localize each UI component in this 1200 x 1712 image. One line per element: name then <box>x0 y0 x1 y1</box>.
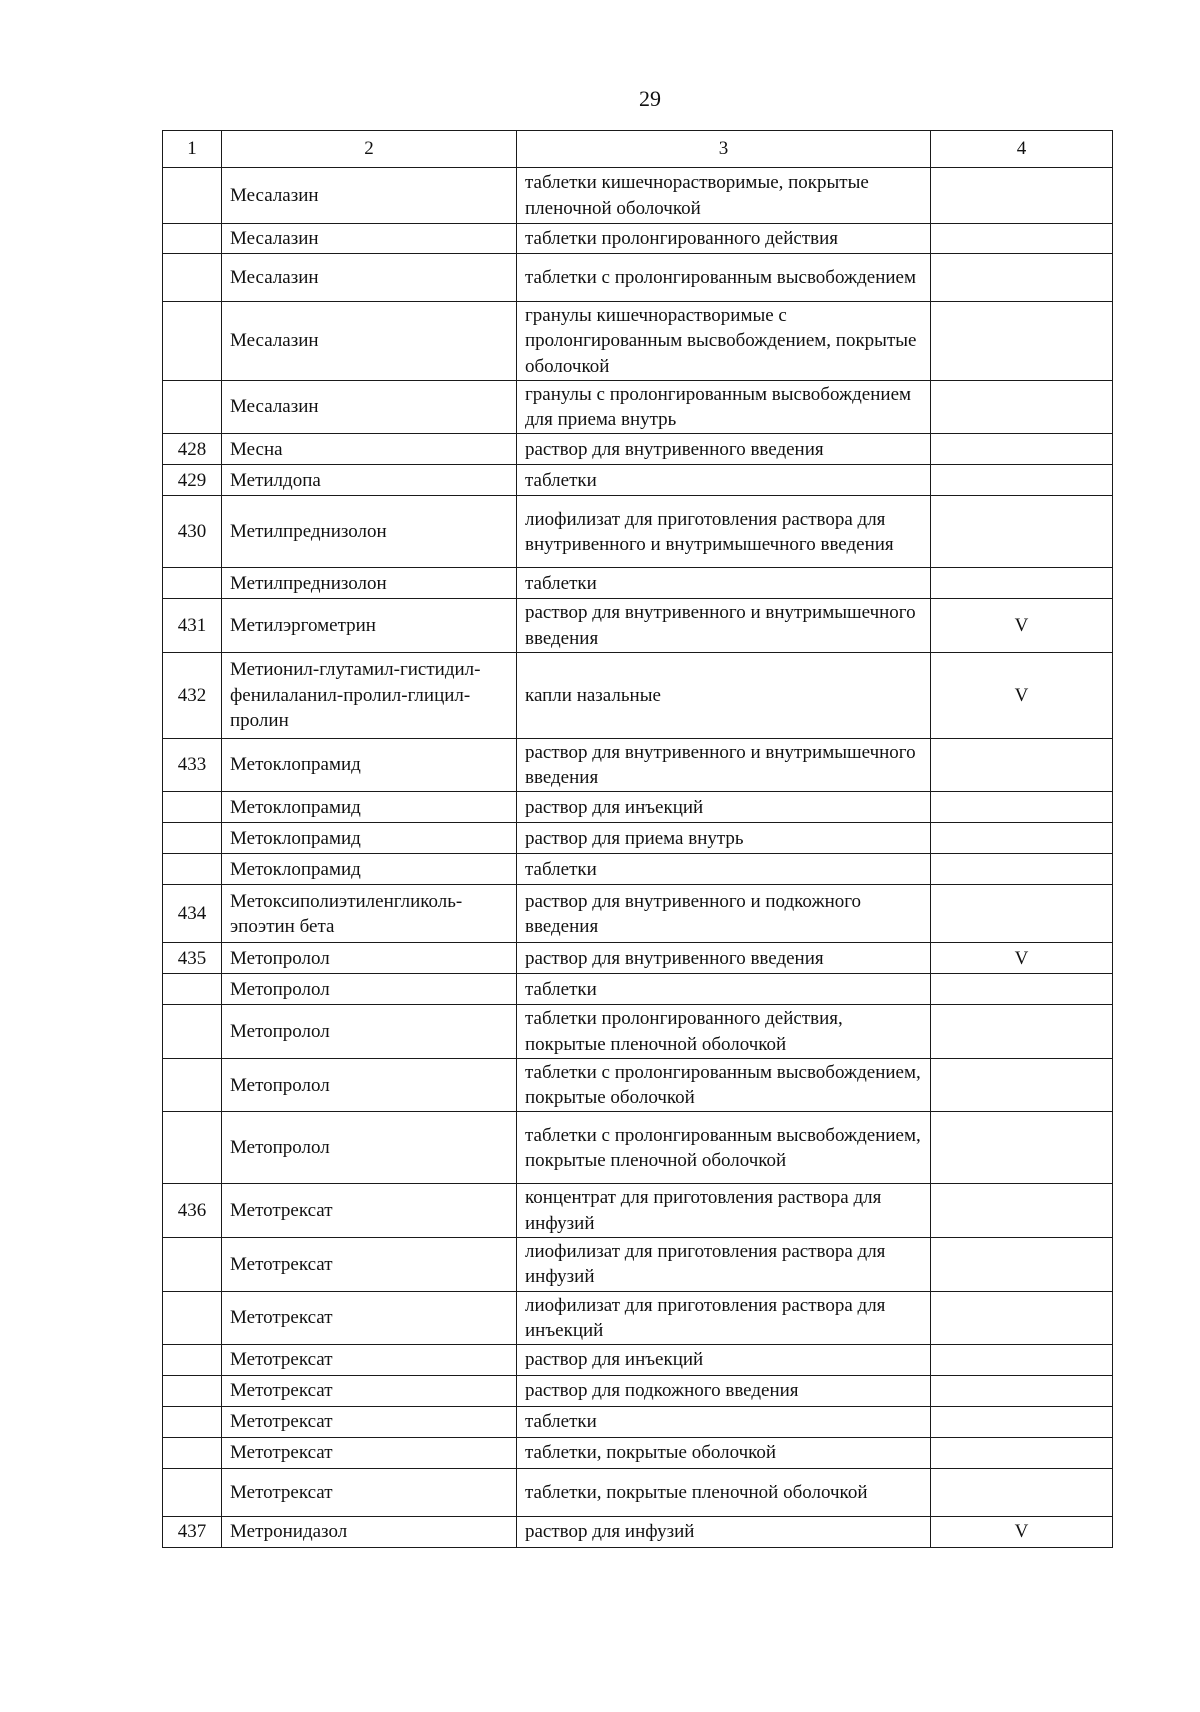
mark-cell <box>931 302 1113 381</box>
dosage-form-cell: раствор для внутривенного введения <box>517 434 931 465</box>
table-row <box>163 1112 1113 1184</box>
row-number-cell <box>163 254 222 302</box>
row-number-cell <box>163 1291 222 1345</box>
dosage-form-cell: раствор для инфузий <box>517 1517 931 1548</box>
drug-name-cell: Метопролол <box>222 943 517 974</box>
row-number-cell: 433 <box>163 738 222 792</box>
table-row <box>163 792 1113 823</box>
table-row <box>163 854 1113 885</box>
table-row <box>163 1376 1113 1407</box>
mark-cell <box>931 496 1113 568</box>
mark-cell <box>931 224 1113 254</box>
row-number-cell <box>163 1376 222 1407</box>
row-number-cell <box>163 1407 222 1438</box>
table-row <box>163 168 1113 224</box>
row-number-cell <box>163 1237 222 1291</box>
column-header-2: 2 <box>222 131 517 168</box>
drug-name-cell: Метотрексат <box>222 1407 517 1438</box>
mark-cell: V <box>931 943 1113 974</box>
row-number-cell <box>163 1058 222 1112</box>
mark-cell: V <box>931 599 1113 653</box>
row-number-cell <box>163 168 222 224</box>
drug-name-cell: Метилпреднизолон <box>222 568 517 599</box>
drug-name-cell: Метотрексат <box>222 1376 517 1407</box>
row-number-cell <box>163 823 222 854</box>
dosage-form-cell: таблетки <box>517 854 931 885</box>
table-row <box>163 1005 1113 1059</box>
dosage-form-cell: раствор для инъекций <box>517 1345 931 1376</box>
table-row <box>163 1058 1113 1112</box>
drug-name-cell: Месалазин <box>222 254 517 302</box>
dosage-form-cell: таблетки <box>517 1407 931 1438</box>
drug-name-cell: Метопролол <box>222 1058 517 1112</box>
row-number-cell <box>163 568 222 599</box>
dosage-form-cell: раствор для внутривенного введения <box>517 943 931 974</box>
drug-name-cell: Метопролол <box>222 974 517 1005</box>
table-row <box>163 652 1113 738</box>
dosage-form-cell: лиофилизат для приготовления раствора для инфузий <box>517 1237 931 1291</box>
drug-name-cell: Метоклопрамид <box>222 738 517 792</box>
dosage-form-cell: раствор для приема внутрь <box>517 823 931 854</box>
drug-name-cell: Метотрексат <box>222 1237 517 1291</box>
dosage-form-cell: таблетки <box>517 568 931 599</box>
drug-name-cell: Метотрексат <box>222 1291 517 1345</box>
row-number-cell: 435 <box>163 943 222 974</box>
dosage-form-cell: лиофилизат для приготовления раствора для инъекций <box>517 1291 931 1345</box>
dosage-form-cell: раствор для инъекций <box>517 792 931 823</box>
table-row <box>163 1345 1113 1376</box>
table-row <box>163 1291 1113 1345</box>
mark-cell <box>931 568 1113 599</box>
row-number-cell: 428 <box>163 434 222 465</box>
row-number-cell <box>163 1345 222 1376</box>
page-number: 29 <box>639 86 661 111</box>
dosage-form-cell: таблетки <box>517 465 931 496</box>
row-number-cell <box>163 1469 222 1517</box>
mark-cell <box>931 885 1113 943</box>
drug-name-cell: Метотрексат <box>222 1184 517 1238</box>
table-row <box>163 302 1113 381</box>
mark-cell <box>931 1291 1113 1345</box>
mark-cell <box>931 823 1113 854</box>
row-number-cell <box>163 1005 222 1059</box>
row-number-cell: 434 <box>163 885 222 943</box>
dosage-form-cell: таблетки с пролонгированным высвобождением, покрытые пленочной оболочкой <box>517 1112 931 1184</box>
column-header-3: 3 <box>517 131 931 168</box>
drug-name-cell: Метоклопрамид <box>222 792 517 823</box>
row-number-cell: 429 <box>163 465 222 496</box>
dosage-form-cell: раствор для внутривенного и внутримышечного введения <box>517 599 931 653</box>
drug-name-cell: Метопролол <box>222 1112 517 1184</box>
table-row <box>163 974 1113 1005</box>
drug-name-cell: Метотрексат <box>222 1438 517 1469</box>
mark-cell <box>931 1407 1113 1438</box>
dosage-form-cell: таблетки с пролонгированным высвобождением, покрытые оболочкой <box>517 1058 931 1112</box>
drug-name-cell: Месалазин <box>222 302 517 381</box>
drug-name-cell: Метоклопрамид <box>222 854 517 885</box>
table-row <box>163 885 1113 943</box>
mark-cell <box>931 1469 1113 1517</box>
drug-name-cell: Метилдопа <box>222 465 517 496</box>
dosage-form-cell: капли назальные <box>517 652 931 738</box>
row-number-cell <box>163 380 222 434</box>
drug-name-cell: Месалазин <box>222 168 517 224</box>
mark-cell <box>931 434 1113 465</box>
table-row <box>163 943 1113 974</box>
table-row <box>163 224 1113 254</box>
drug-name-cell: Метопролол <box>222 1005 517 1059</box>
mark-cell: V <box>931 652 1113 738</box>
table-row <box>163 568 1113 599</box>
dosage-form-cell: таблетки с пролонгированным высвобождением <box>517 254 931 302</box>
table-row <box>163 823 1113 854</box>
dosage-form-cell: таблетки <box>517 974 931 1005</box>
mark-cell <box>931 974 1113 1005</box>
row-number-cell: 430 <box>163 496 222 568</box>
row-number-cell: 431 <box>163 599 222 653</box>
mark-cell <box>931 1058 1113 1112</box>
table-row <box>163 380 1113 434</box>
drug-name-cell: Месалазин <box>222 224 517 254</box>
mark-cell <box>931 854 1113 885</box>
drug-name-cell: Метоксиполиэтиленгликоль-эпоэтин бета <box>222 885 517 943</box>
mark-cell <box>931 792 1113 823</box>
dosage-form-cell: раствор для внутривенного и внутримышечного введения <box>517 738 931 792</box>
mark-cell <box>931 1345 1113 1376</box>
dosage-form-cell: таблетки кишечнорастворимые, покрытые пленочной оболочкой <box>517 168 931 224</box>
mark-cell <box>931 1237 1113 1291</box>
dosage-form-cell: таблетки, покрытые пленочной оболочкой <box>517 1469 931 1517</box>
row-number-cell <box>163 1112 222 1184</box>
mark-cell <box>931 1005 1113 1059</box>
row-number-cell <box>163 1438 222 1469</box>
mark-cell <box>931 465 1113 496</box>
row-number-cell <box>163 854 222 885</box>
table-row <box>163 465 1113 496</box>
row-number-cell: 436 <box>163 1184 222 1238</box>
dosage-form-cell: концентрат для приготовления раствора для инфузий <box>517 1184 931 1238</box>
row-number-cell: 432 <box>163 652 222 738</box>
mark-cell <box>931 738 1113 792</box>
drug-name-cell: Метоклопрамид <box>222 823 517 854</box>
table-row <box>163 738 1113 792</box>
dosage-form-cell: таблетки, покрытые оболочкой <box>517 1438 931 1469</box>
drug-name-cell: Метронидазол <box>222 1517 517 1548</box>
table-row <box>163 1438 1113 1469</box>
mark-cell <box>931 1376 1113 1407</box>
table-header-row <box>163 131 1113 168</box>
dosage-form-cell: таблетки пролонгированного действия <box>517 224 931 254</box>
table-row <box>163 434 1113 465</box>
row-number-cell <box>163 224 222 254</box>
mark-cell <box>931 380 1113 434</box>
table-row <box>163 254 1113 302</box>
drug-table <box>162 130 1113 1548</box>
dosage-form-cell: лиофилизат для приготовления раствора для внутривенного и внутримышечного введения <box>517 496 931 568</box>
table-row <box>163 1407 1113 1438</box>
row-number-cell <box>163 974 222 1005</box>
table-row <box>163 599 1113 653</box>
drug-name-cell: Метотрексат <box>222 1345 517 1376</box>
drug-name-cell: Метионил-глутамил-гистидил-фенилаланил-пролил-глицил-пролин <box>222 652 517 738</box>
table-row <box>163 1237 1113 1291</box>
table-row <box>163 496 1113 568</box>
mark-cell <box>931 1438 1113 1469</box>
row-number-cell <box>163 302 222 381</box>
table-row <box>163 1517 1113 1548</box>
mark-cell: V <box>931 1517 1113 1548</box>
drug-name-cell: Метилпреднизолон <box>222 496 517 568</box>
row-number-cell: 437 <box>163 1517 222 1548</box>
drug-name-cell: Метотрексат <box>222 1469 517 1517</box>
mark-cell <box>931 168 1113 224</box>
column-header-4: 4 <box>931 131 1113 168</box>
dosage-form-cell: раствор для внутривенного и подкожного введения <box>517 885 931 943</box>
table-row <box>163 1469 1113 1517</box>
dosage-form-cell: таблетки пролонгированного действия, покрытые пленочной оболочкой <box>517 1005 931 1059</box>
mark-cell <box>931 254 1113 302</box>
row-number-cell <box>163 792 222 823</box>
dosage-form-cell: гранулы с пролонгированным высвобождением для приема внутрь <box>517 380 931 434</box>
dosage-form-cell: раствор для подкожного введения <box>517 1376 931 1407</box>
column-header-1: 1 <box>163 131 222 168</box>
mark-cell <box>931 1184 1113 1238</box>
drug-name-cell: Месалазин <box>222 380 517 434</box>
drug-name-cell: Месна <box>222 434 517 465</box>
drug-name-cell: Метилэргометрин <box>222 599 517 653</box>
mark-cell <box>931 1112 1113 1184</box>
table-row <box>163 1184 1113 1238</box>
dosage-form-cell: гранулы кишечнорастворимые с пролонгированным высвобождением, покрытые оболочкой <box>517 302 931 381</box>
